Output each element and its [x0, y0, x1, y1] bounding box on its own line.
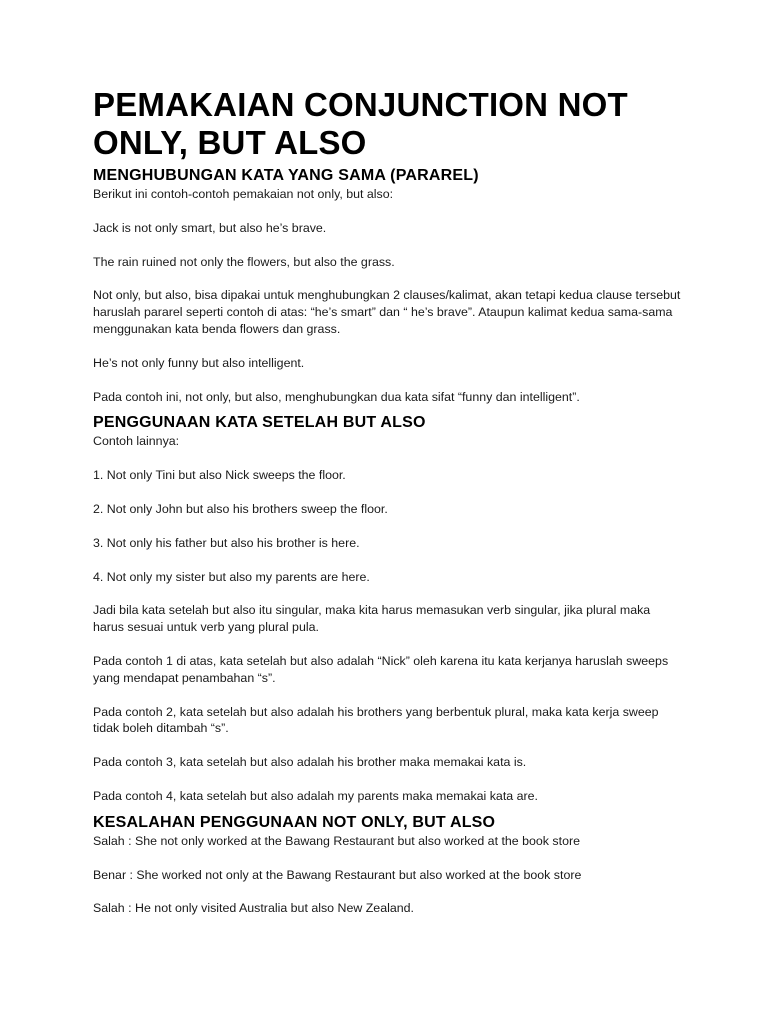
paragraph: Jadi bila kata setelah but also itu singular, maka kita harus memasukan verb singular, jika plural maka harus sesuai untuk verb yang plural pula. — [93, 603, 651, 635]
paragraph: 3. Not only his father but also his brother is here. — [93, 535, 360, 550]
paragraph: Benar : She worked not only at the Bawang Restaurant but also worked at the book store — [93, 867, 582, 882]
paragraph: 4. Not only my sister but also my parents are here. — [93, 569, 370, 584]
paragraph: Pada contoh 4, kata setelah but also adalah my parents maka memakai kata are. — [93, 788, 538, 803]
section-heading: KESALAHAN PENGGUNAAN NOT ONLY, BUT ALSO — [93, 813, 496, 831]
paragraph: Berikut ini contoh-contoh pemakaian not only, but also: — [93, 187, 394, 201]
paragraph: Not only, but also, bisa dipakai untuk menghubungkan 2 clauses/kalimat, akan tetapi kedua clause tersebut haruslah pararel seperti contoh di atas: “he’s smart” dan “ he’s brave”. Ataupun kalimat kedua sama-sama menggunakan kata benda flowers dan grass. — [93, 288, 681, 336]
section-heading: MENGHUBUNGAN KATA YANG SAMA (PARAREL) — [93, 167, 479, 184]
paragraph: 2. Not only John but also his brothers sweep the floor. — [93, 501, 388, 516]
paragraph: Jack is not only smart, but also he’s brave. — [93, 220, 327, 235]
section-heading: PENGGUNAAN KATA SETELAH BUT ALSO — [93, 414, 426, 432]
paragraph: The rain ruined not only the flowers, but also the grass. — [93, 254, 395, 269]
paragraph: 1. Not only Tini but also Nick sweeps the floor. — [93, 468, 346, 483]
paragraph: He’s not only funny but also intelligent. — [93, 355, 305, 370]
document-page — [93, 86, 683, 917]
paragraph: Salah : She not only worked at the Bawang Restaurant but also worked at the book store — [93, 833, 580, 848]
paragraph: Pada contoh 3, kata setelah but also adalah his brother maka memakai kata is. — [93, 755, 527, 770]
paragraph: Salah : He not only visited Australia but also New Zealand. — [93, 901, 414, 916]
paragraph: Contoh lainnya: — [93, 434, 180, 449]
paragraph: Pada contoh 2, kata setelah but also adalah his brothers yang berbentuk plural, maka kata kerja sweep tidak boleh ditambah “s”. — [93, 704, 659, 736]
page-title: PEMAKAIAN CONJUNCTION NOT ONLY, BUT ALSO — [93, 86, 628, 161]
paragraph: Pada contoh ini, not only, but also, menghubungkan dua kata sifat “funny dan intelligent”. — [93, 389, 580, 404]
paragraph: Pada contoh 1 di atas, kata setelah but also adalah “Nick” oleh karena itu kata kerjanya haruslah sweeps yang mendapat penambahan “s”. — [93, 653, 669, 685]
